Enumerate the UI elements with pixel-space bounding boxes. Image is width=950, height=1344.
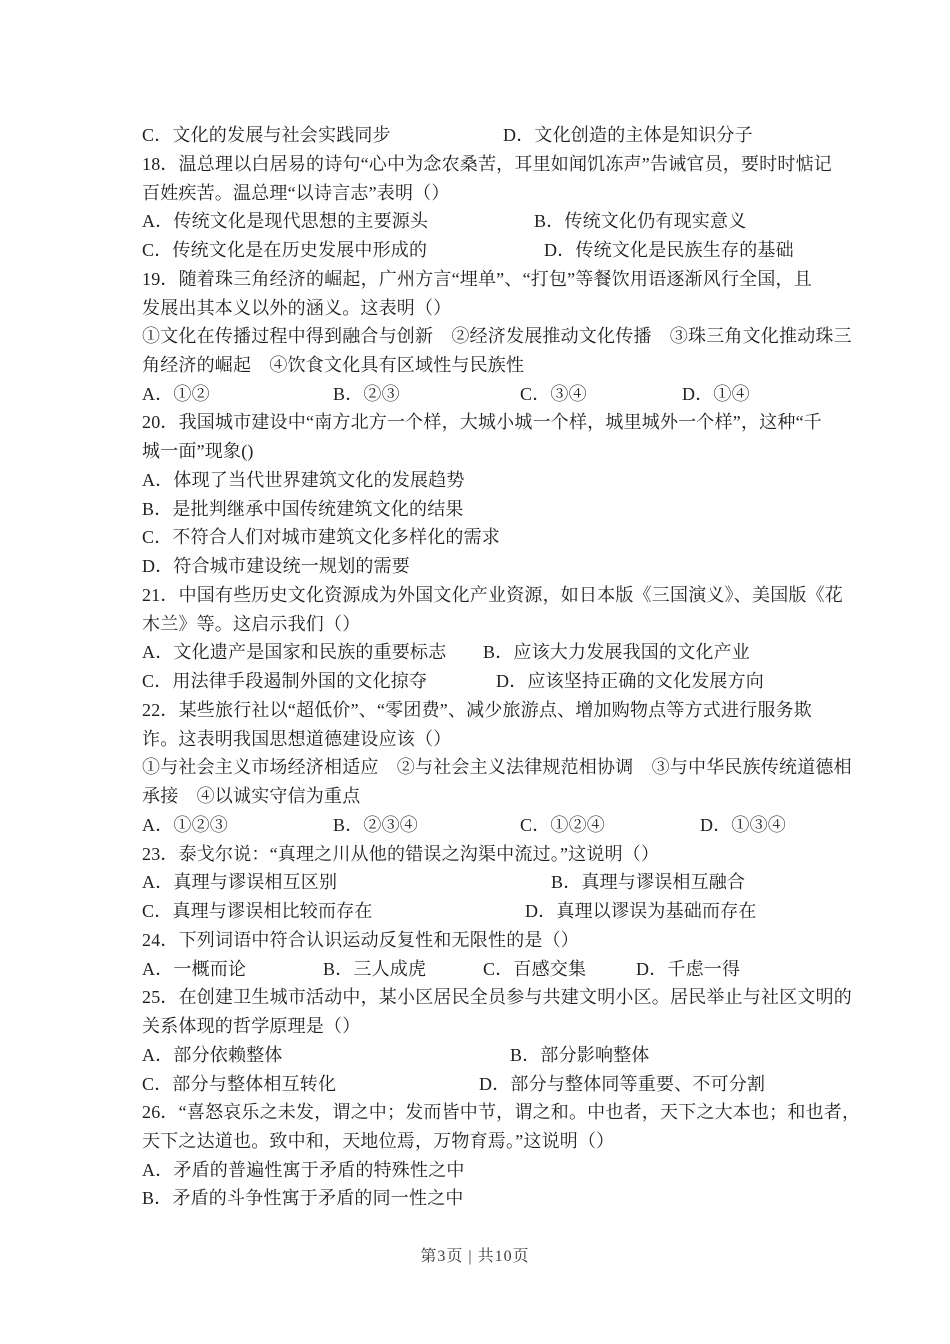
text-segment: B．三人成虎 bbox=[323, 959, 427, 979]
text-segment: 26．“喜怒哀乐之未发，谓之中；发而皆中节，谓之和。中也者，天下之大本也；和也者， bbox=[142, 1102, 861, 1122]
text-segment: C．文化的发展与社会实践同步 bbox=[142, 125, 391, 145]
text-segment: C．③④ bbox=[520, 384, 587, 404]
text-segment: B．是批判继承中国传统建筑文化的结果 bbox=[142, 499, 464, 519]
text-segment: C．真理与谬误相比较而存在 bbox=[142, 901, 373, 921]
text-segment: A．文化遗产是国家和民族的重要标志 bbox=[142, 642, 447, 662]
text-segment: B．真理与谬误相互融合 bbox=[551, 872, 746, 892]
text-segment: A．一概而论 bbox=[142, 959, 247, 979]
text-segment: A．矛盾的普遍性寓于矛盾的特殊性之中 bbox=[142, 1160, 465, 1180]
text-segment: 19．随着珠三角经济的崛起，广州方言“埋单”、“打包”等餐饮用语逐渐风行全国，且 bbox=[142, 269, 812, 289]
text-line bbox=[0, 612, 950, 640]
text-line bbox=[0, 727, 950, 755]
text-segment: C．部分与整体相互转化 bbox=[142, 1074, 337, 1094]
text-line bbox=[0, 152, 950, 180]
text-segment: 角经济的崛起 ④饮食文化具有区域性与民族性 bbox=[142, 355, 525, 375]
text-line bbox=[0, 957, 950, 985]
text-segment: 诈。这表明我国思想道德建设应该（） bbox=[142, 729, 452, 749]
text-line bbox=[0, 181, 950, 209]
text-segment: D．千虑一得 bbox=[636, 959, 741, 979]
text-segment: 22．某些旅行社以“超低价”、“零团费”、减少旅游点、增加购物点等方式进行服务欺 bbox=[142, 700, 812, 720]
text-segment: 木兰》等。这启示我们（） bbox=[142, 614, 361, 634]
text-line bbox=[0, 870, 950, 898]
text-segment: 百姓疾苦。温总理“以诗言志”表明（） bbox=[142, 183, 450, 203]
text-segment: D．文化创造的主体是知识分子 bbox=[503, 125, 753, 145]
text-line bbox=[0, 324, 950, 352]
text-line bbox=[0, 238, 950, 266]
text-segment: 天下之达道也。致中和，天地位焉，万物育焉。”这说明（） bbox=[142, 1131, 615, 1151]
text-line bbox=[0, 842, 950, 870]
text-segment: C．传统文化是在历史发展中形成的 bbox=[142, 240, 428, 260]
text-segment: D．部分与整体同等重要、不可分割 bbox=[479, 1074, 766, 1094]
text-segment: D．①④ bbox=[682, 384, 750, 404]
text-segment: 23．泰戈尔说：“真理之川从他的错误之沟渠中流过。”这说明（） bbox=[142, 844, 660, 864]
text-line bbox=[0, 1100, 950, 1128]
text-line bbox=[0, 698, 950, 726]
text-segment: D．①③④ bbox=[700, 815, 786, 835]
text-segment: 25．在创建卫生城市活动中，某小区居民全员参与共建文明小区。居民举止与社区文明的 bbox=[142, 987, 852, 1007]
text-line bbox=[0, 353, 950, 381]
text-segment: 关系体现的哲学原理是（） bbox=[142, 1016, 361, 1036]
text-line bbox=[0, 755, 950, 783]
text-segment: C．用法律手段遏制外国的文化掠夺 bbox=[142, 671, 428, 691]
text-segment: B．传统文化仍有现实意义 bbox=[534, 211, 747, 231]
text-segment: 18．温总理以白居易的诗句“心中为念农桑苦，耳里如闻饥冻声”告诫官员，要时时惦记 bbox=[142, 154, 832, 174]
text-segment: A．体现了当代世界建筑文化的发展趋势 bbox=[142, 470, 465, 490]
text-line bbox=[0, 497, 950, 525]
text-segment: A．部分依赖整体 bbox=[142, 1045, 283, 1065]
text-line bbox=[0, 1043, 950, 1071]
text-segment: 发展出其本义以外的涵义。这表明（） bbox=[142, 298, 452, 318]
text-segment: 21．中国有些历史文化资源成为外国文化产业资源，如日本版《三国演义》、美国版《花 bbox=[142, 585, 843, 605]
text-line bbox=[0, 1186, 950, 1214]
text-line bbox=[0, 382, 950, 410]
text-line bbox=[0, 813, 950, 841]
text-line bbox=[0, 554, 950, 582]
text-segment: D．真理以谬误为基础而存在 bbox=[525, 901, 757, 921]
text-line bbox=[0, 525, 950, 553]
text-segment: 24．下列词语中符合认识运动反复性和无限性的是（） bbox=[142, 930, 579, 950]
text-segment: C．不符合人们对城市建筑文化多样化的需求 bbox=[142, 527, 501, 547]
text-segment: B．矛盾的斗争性寓于矛盾的同一性之中 bbox=[142, 1188, 464, 1208]
page-footer bbox=[0, 1243, 950, 1266]
text-line bbox=[0, 410, 950, 438]
text-segment: B．②③ bbox=[333, 384, 400, 404]
text-line bbox=[0, 1014, 950, 1042]
text-segment: D．传统文化是民族生存的基础 bbox=[544, 240, 794, 260]
text-line bbox=[0, 123, 950, 151]
text-line bbox=[0, 583, 950, 611]
text-segment: A．①② bbox=[142, 384, 210, 404]
text-line bbox=[0, 640, 950, 668]
text-segment: ①文化在传播过程中得到融合与创新 ②经济发展推动文化传播 ③珠三角文化推动珠三 bbox=[142, 326, 852, 346]
text-line bbox=[0, 468, 950, 496]
text-line bbox=[0, 439, 950, 467]
text-segment: C．①②④ bbox=[520, 815, 606, 835]
text-line bbox=[0, 669, 950, 697]
text-line bbox=[0, 985, 950, 1013]
text-segment: B．部分影响整体 bbox=[510, 1045, 650, 1065]
text-line bbox=[0, 296, 950, 324]
text-line bbox=[0, 267, 950, 295]
text-segment: C．百感交集 bbox=[483, 959, 587, 979]
text-line bbox=[0, 899, 950, 927]
text-segment: D．符合城市建设统一规划的需要 bbox=[142, 556, 410, 576]
text-segment: 20．我国城市建设中“南方北方一个样，大城小城一个样，城里城外一个样”，这种“千 bbox=[142, 412, 822, 432]
text-segment: ①与社会主义市场经济相适应 ②与社会主义法律规范相协调 ③与中华民族传统道德相 bbox=[142, 757, 852, 777]
text-segment: D．应该坚持正确的文化发展方向 bbox=[496, 671, 764, 691]
text-line bbox=[0, 1129, 950, 1157]
text-segment: A．真理与谬误相互区别 bbox=[142, 872, 338, 892]
text-segment: B．应该大力发展我国的文化产业 bbox=[483, 642, 751, 662]
text-segment: A．①②③ bbox=[142, 815, 228, 835]
text-line bbox=[0, 1072, 950, 1100]
text-line bbox=[0, 1158, 950, 1186]
text-line bbox=[0, 784, 950, 812]
text-line bbox=[0, 928, 950, 956]
text-line bbox=[0, 209, 950, 237]
page-number-indicator: 第3页 | 共10页 bbox=[420, 1248, 530, 1265]
text-segment: 城一面”现象() bbox=[142, 441, 254, 461]
text-segment: B．②③④ bbox=[333, 815, 419, 835]
text-segment: A．传统文化是现代思想的主要源头 bbox=[142, 211, 429, 231]
text-segment: 承接 ④以诚实守信为重点 bbox=[142, 786, 361, 806]
